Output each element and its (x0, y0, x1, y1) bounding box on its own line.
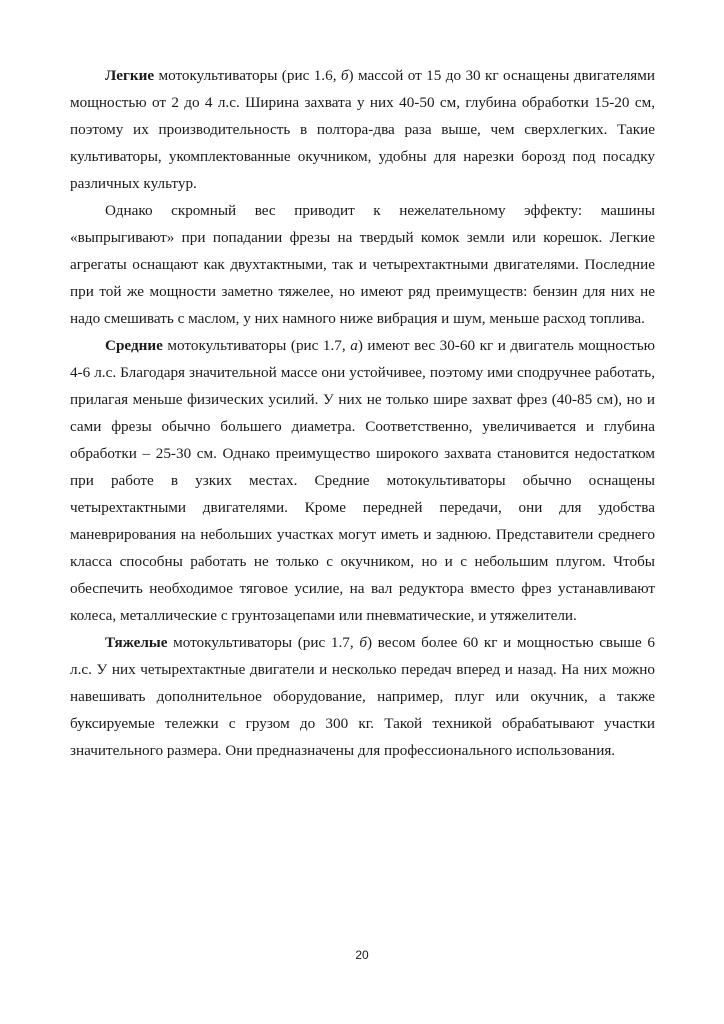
paragraph-text: мотокультиваторы (рис 1.7, (162, 337, 351, 354)
paragraph-text: ) весом более 60 кг и мощностью свыше 6 л.с. У них четырехтактные двигатели и несколько передач вперед и назад. На них можно навешивать дополнительное оборудование, например, плуг или окучник, а также буксируемые тележки с грузом до 300 кг. Такой техникой обрабатывают участки значительного размера. Они предназначены для профессионального использования. (70, 634, 655, 759)
paragraph-text: ) массой от 15 до 30 кг оснащены двигателями мощностью от 2 до 4 л.с. Ширина захвата у них 40-50 см, глубина обработки 15-20 см, поэтому их производительность в полтора-два раза выше, чем сверхлегких. Такие культиваторы, укомплектованные окучником, удобны для нарезки борозд под посадку различных культур. (70, 67, 656, 192)
term-heavy: Тяжелые (105, 634, 168, 651)
figure-letter: а (350, 337, 358, 354)
paragraph-light-cultivators (70, 62, 655, 197)
paragraph-text: ) имеют вес 30-60 кг и двигатель мощностью 4-6 л.с. Благодаря значительной массе они устойчивее, поэтому ими сподручнее работать, прилагая меньше физических усилий. У них не только шире захват фрез (40-85 см), но и сами фрезы обычно большего диаметра. Соответственно, увеличивается и глубина обработки – 25-30 см. Однако преимущество широкого захвата становится недостатком при работе в узких местах. Средние мотокультиваторы обычно оснащены четырехтактными двигателями. Кроме передней передачи, они для удобства маневрирования на небольших участках могут иметь и заднюю. Представители среднего класса способны работать не только с окучником, но и с небольшим плугом. Чтобы обеспечить необходимое тяговое усилие, на вал редуктора вместо фрез устанавливают колеса, металлические с грунтозацепами или пневматические, и утяжелители. (70, 337, 655, 624)
paragraph-light-drawbacks (70, 197, 655, 332)
paragraph-text: мотокультиваторы (рис 1.6, (154, 67, 341, 84)
document-body (70, 62, 655, 764)
paragraph-medium-cultivators (70, 332, 655, 629)
term-medium: Средние (105, 337, 163, 354)
paragraph-text: Однако скромный вес приводит к нежелательному эффекту: машины «выпрыгивают» при попадании фрезы на твердый комок земли или корешок. Легкие агрегаты оснащают как двухтактными, так и четырехтактными двигателями. Последние при той же мощности заметно тяжелее, но имеют ряд преимуществ: бензин для них не надо смешивать с маслом, у них намного ниже вибрация и шум, меньше расход топлива. (70, 202, 655, 327)
page-number: 20 (355, 948, 369, 962)
figure-letter: б (359, 634, 367, 651)
paragraph-text: мотокультиваторы (рис 1.7, (167, 634, 360, 651)
figure-letter: б (340, 67, 349, 84)
paragraph-heavy-cultivators (70, 629, 655, 764)
term-light: Легкие (105, 67, 155, 84)
